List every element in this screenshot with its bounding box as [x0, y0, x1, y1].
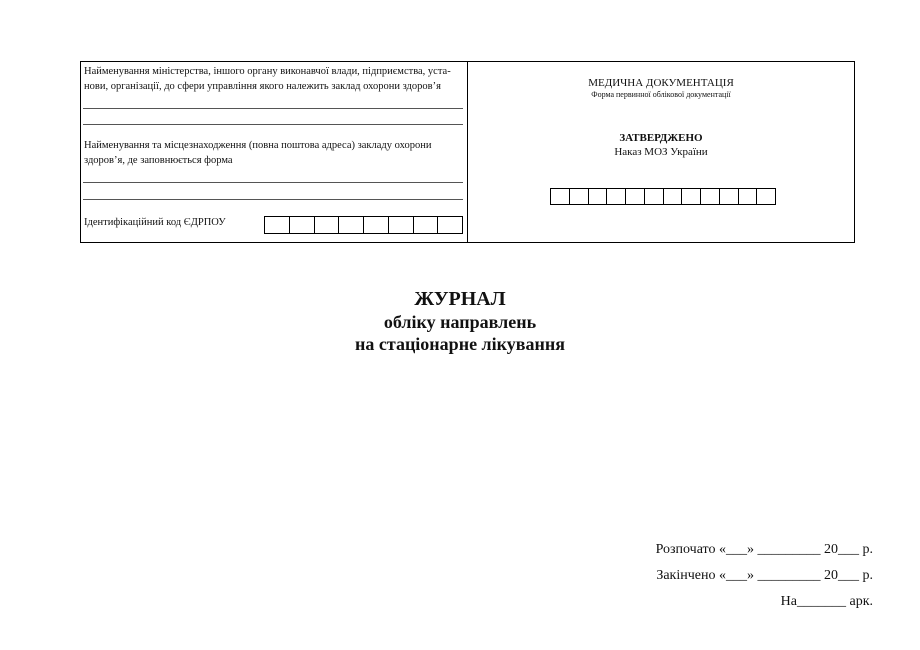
- form-code-boxes[interactable]: [550, 188, 776, 205]
- form-code-digit-cell[interactable]: [682, 189, 701, 204]
- form-code-digit-cell[interactable]: [551, 189, 570, 204]
- journal-title-subtitle-2: на стаціонарне лікування: [355, 334, 565, 354]
- ministry-fill-line-1[interactable]: [83, 108, 463, 109]
- journal-title: [0, 287, 920, 355]
- edrpou-digit-cell[interactable]: [414, 217, 439, 233]
- journal-title-subtitle-1: обліку направлень: [383, 312, 537, 332]
- form-code-digit-cell[interactable]: [720, 189, 739, 204]
- form-code-digit-cell[interactable]: [739, 189, 758, 204]
- approved-heading: ЗАТВЕРДЖЕНО: [619, 132, 703, 144]
- form-code-digit-cell[interactable]: [607, 189, 626, 204]
- edrpou-code-boxes[interactable]: [264, 216, 463, 234]
- ministry-name-label: Найменування міністерства, іншого органу виконавчої влади, підприємства, уста-нови, організації, до сфери управління якого належить заклад охорони здоров’я: [84, 66, 451, 92]
- edrpou-digit-cell[interactable]: [315, 217, 340, 233]
- approval-column: [468, 62, 854, 242]
- form-code-digit-cell[interactable]: [645, 189, 664, 204]
- moh-order-label: Наказ МОЗ України: [614, 146, 708, 158]
- edrpou-digit-cell[interactable]: [265, 217, 290, 233]
- form-header-box: [80, 61, 855, 243]
- edrpou-digit-cell[interactable]: [389, 217, 414, 233]
- form-code-digit-cell[interactable]: [589, 189, 608, 204]
- form-code-digit-cell[interactable]: [664, 189, 683, 204]
- form-code-digit-cell[interactable]: [757, 189, 775, 204]
- form-code-digit-cell[interactable]: [701, 189, 720, 204]
- form-code-digit-cell[interactable]: [570, 189, 589, 204]
- form-code-digit-cell[interactable]: [626, 189, 645, 204]
- edrpou-digit-cell[interactable]: [438, 217, 462, 233]
- edrpou-digit-cell[interactable]: [364, 217, 389, 233]
- edrpou-label: Ідентифікаційний код ЄДРПОУ: [84, 217, 226, 228]
- facility-name-label: Найменування та місцезнаходження (повна поштова адреса) закладу охорони здоров’я, де заповнюється форма: [84, 140, 432, 166]
- edrpou-digit-cell[interactable]: [290, 217, 315, 233]
- ministry-fill-line-2[interactable]: [83, 124, 463, 125]
- finished-date-line[interactable]: Закінчено «___» _________ 20___ р.: [656, 568, 873, 583]
- edrpou-digit-cell[interactable]: [339, 217, 364, 233]
- facility-fill-line-1[interactable]: [83, 182, 463, 183]
- journal-dates-block: [656, 537, 873, 615]
- primary-record-form-subtitle: Форма первинної облікової документації: [591, 90, 731, 99]
- institution-info-column: [81, 62, 468, 242]
- started-date-line[interactable]: Розпочато «___» _________ 20___ р.: [655, 542, 873, 557]
- medical-documentation-heading: МЕДИЧНА ДОКУМЕНТАЦІЯ: [588, 77, 734, 89]
- sheet-count-line[interactable]: На_______ арк.: [780, 594, 873, 609]
- journal-title-main: ЖУРНАЛ: [414, 288, 506, 310]
- facility-fill-line-2[interactable]: [83, 199, 463, 200]
